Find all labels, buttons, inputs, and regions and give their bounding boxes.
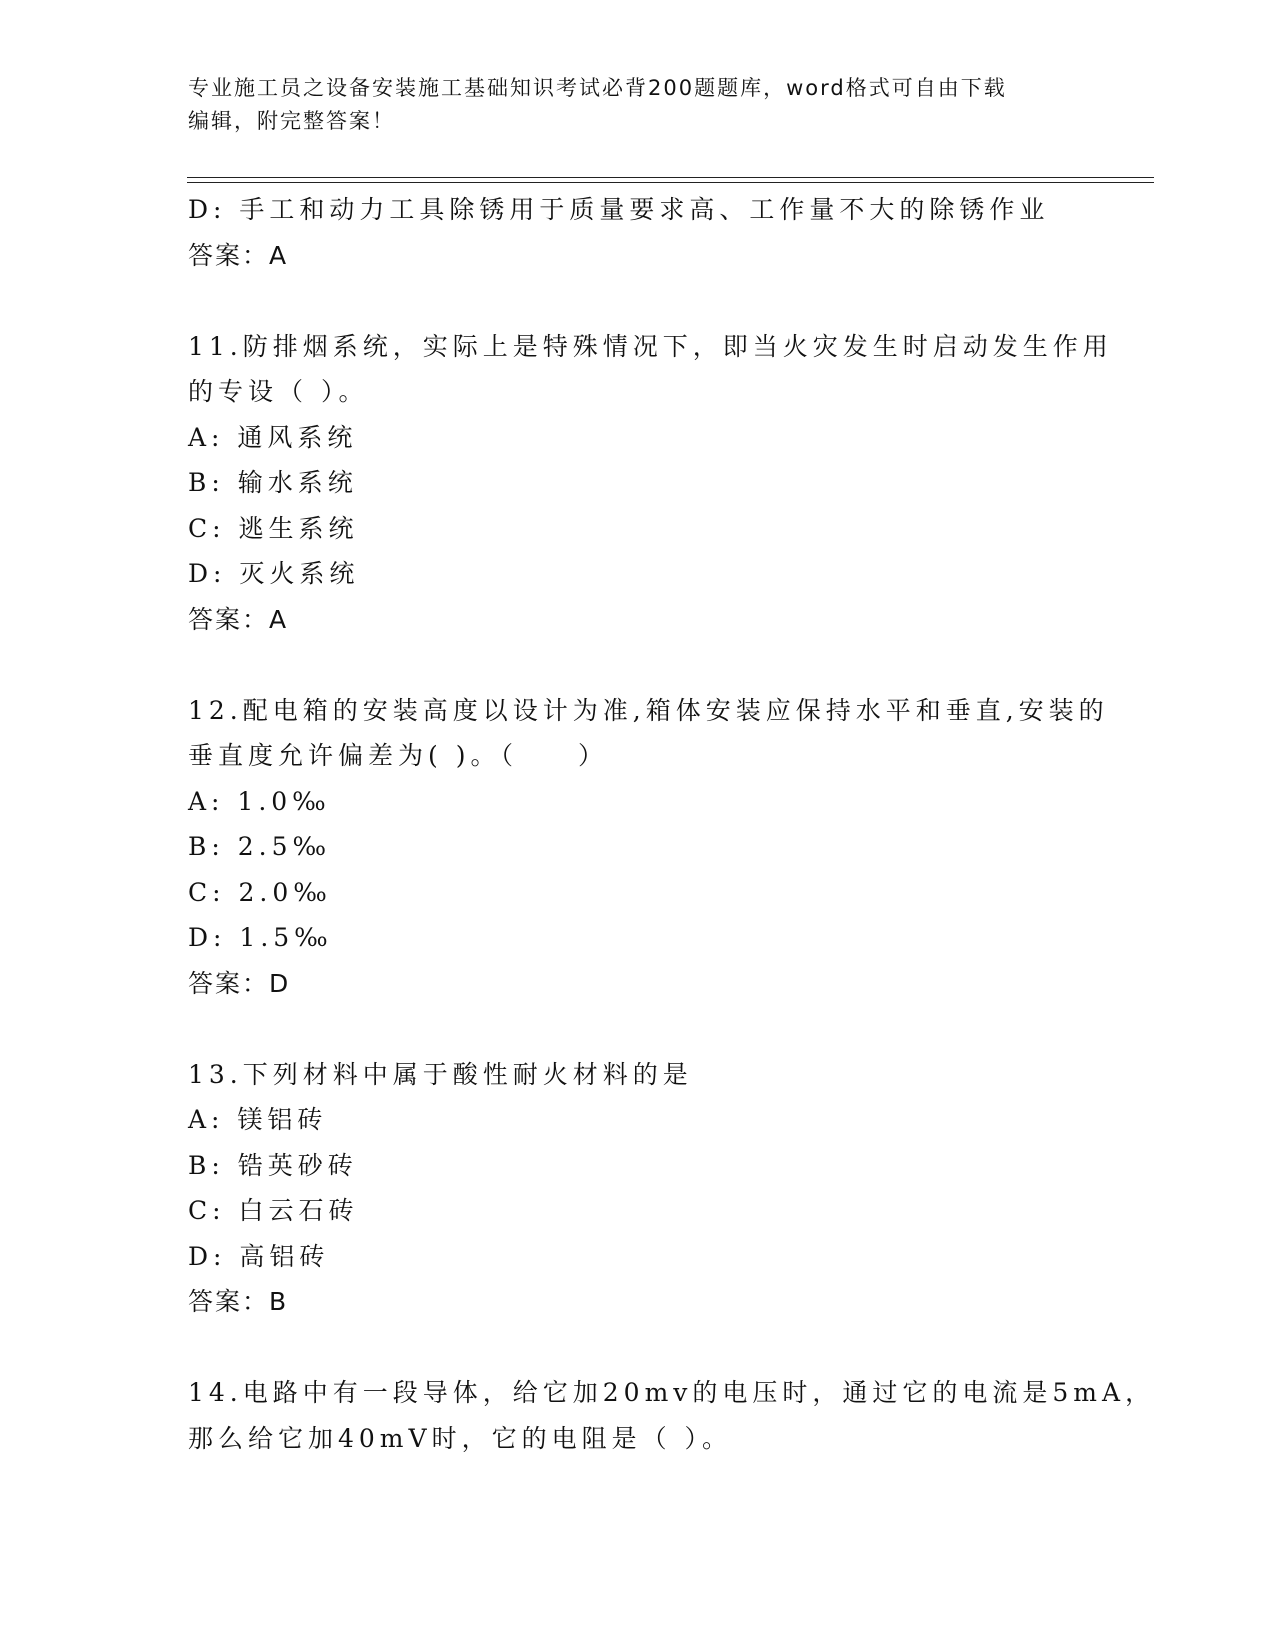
- question-content: [188, 187, 1156, 1461]
- question-12: [188, 688, 1109, 1007]
- header-title-line-2: 编辑，附完整答案！: [188, 109, 395, 133]
- question-stem: 14.电路中有一段导体，给它加20mv的电压时，通过它的电流是5mA，: [188, 1378, 1156, 1407]
- previous-question-option-d: D: 手工和动力工具除锈用于质量要求高、工作量不大的除锈作业: [188, 195, 1050, 224]
- option-d: D: 1.5‰: [188, 923, 333, 952]
- question-stem: 11.防排烟系统，实际上是特殊情况下，即当火灾发生时启动发生作用: [188, 331, 1113, 361]
- answer: 答案：A: [188, 604, 289, 634]
- header-divider-top: [187, 177, 1154, 178]
- header-divider-bottom: [187, 182, 1154, 183]
- question-stem: 12.配电箱的安装高度以设计为准,箱体安装应保持水平和垂直,安装的: [188, 695, 1109, 725]
- question-11: [188, 324, 1113, 643]
- question-14: [188, 1370, 1156, 1461]
- option-d: D: 灭火系统: [188, 559, 360, 588]
- document-header: [188, 72, 1088, 138]
- option-a: A: 镁铝砖: [188, 1105, 328, 1134]
- question-stem: 那么给它加40mV时，它的电阻是（ ）。: [188, 1423, 733, 1453]
- question-stem: 垂直度允许偏差为( )。（ ）: [188, 741, 608, 770]
- header-title-line-1: 专业施工员之设备安装施工基础知识考试必背200题题库，word格式可自由下载: [188, 76, 1007, 100]
- option-c: C: 2.0‰: [188, 877, 332, 907]
- previous-question-answer: 答案：A: [188, 240, 289, 270]
- option-a: A: 通风系统: [188, 422, 358, 452]
- option-c: C: 白云石砖: [188, 1196, 359, 1225]
- spacer: [188, 1006, 1088, 1052]
- spacer: [188, 642, 1088, 688]
- spacer: [188, 278, 1088, 324]
- option-d: D: 高铝砖: [188, 1241, 330, 1271]
- answer: 答案：B: [188, 1287, 289, 1316]
- question-13: [188, 1052, 1088, 1325]
- option-b: B: 锆英砂砖: [188, 1150, 358, 1180]
- spacer: [188, 1325, 1088, 1371]
- question-stem: 13.下列材料中属于酸性耐火材料的是: [188, 1059, 693, 1089]
- answer: 答案：D: [188, 968, 291, 998]
- question-stem: 的专设（ ）。: [188, 377, 369, 406]
- option-a: A: 1.0‰: [188, 786, 331, 816]
- option-b: B: 输水系统: [188, 468, 358, 497]
- option-c: C: 逃生系统: [188, 513, 359, 543]
- option-b: B: 2.5‰: [188, 832, 332, 861]
